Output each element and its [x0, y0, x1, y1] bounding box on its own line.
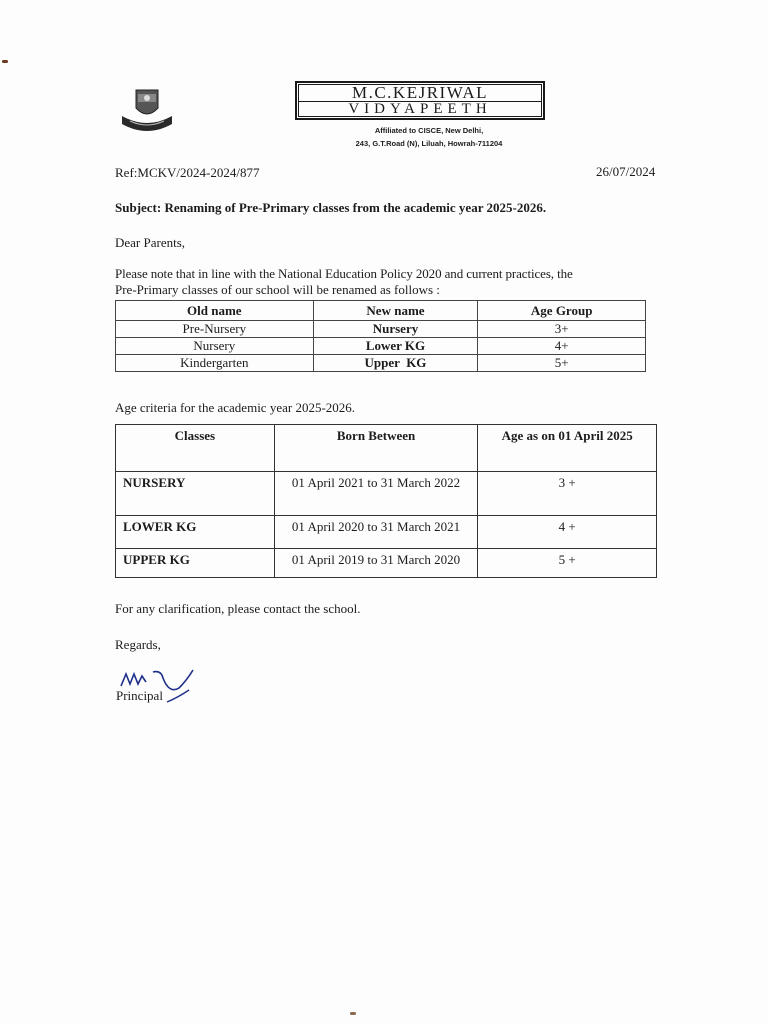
class-cell: LOWER KG: [116, 516, 275, 549]
header-old-name: Old name: [116, 301, 314, 321]
rename-table: [115, 300, 646, 372]
intro-line-1: Please note that in line with the National Education Policy 2020 and current practices, the: [115, 266, 573, 281]
affiliation-text: Affiliated to CISCE, New Delhi,: [374, 126, 484, 135]
header-classes: Classes: [116, 425, 275, 472]
header-age-group: Age Group: [478, 301, 646, 321]
regards: Regards,: [115, 637, 161, 652]
header-new-name: New name: [313, 301, 478, 321]
table-row: [116, 338, 646, 355]
born-between-cell: 01 April 2020 to 31 March 2021: [274, 516, 478, 549]
scan-mark: [350, 1012, 356, 1015]
class-cell: UPPER KG: [116, 549, 275, 578]
new-name-cell: Nursery: [313, 321, 478, 338]
intro-line-2: Pre-Primary classes of our school will be renamed as follows :: [115, 282, 440, 297]
age-table-header-row: [116, 425, 657, 472]
age-criteria-heading: Age criteria for the academic year 2025-2026.: [115, 400, 356, 415]
age-group-cell: 3+: [478, 321, 646, 338]
table-row: [116, 321, 646, 338]
school-name-line1: M.C.KEJRIWAL: [351, 83, 489, 102]
table-row: [116, 516, 657, 549]
closing-note: For any clarification, please contact the school.: [115, 601, 361, 616]
new-name-cell: Upper KG: [313, 355, 478, 372]
age-cell: 5 +: [478, 549, 657, 578]
header-born-between: Born Between: [274, 425, 478, 472]
table-row: [116, 472, 657, 516]
old-name-cell: Pre-Nursery: [116, 321, 314, 338]
salutation: Dear Parents,: [115, 235, 186, 250]
scan-mark: [2, 60, 8, 63]
subject-line: Subject: Renaming of Pre-Primary classes from the academic year 2025-2026.: [115, 200, 547, 215]
new-name-cell: Lower KG: [313, 338, 478, 355]
reference-number: Ref:MCKV/2024-2024/877: [115, 165, 260, 180]
old-name-cell: Kindergarten: [116, 355, 314, 372]
age-cell: 3 +: [478, 472, 657, 516]
age-criteria-table: [115, 424, 657, 578]
letter-date: 26/07/2024: [596, 164, 656, 179]
school-name-masthead: [295, 81, 545, 120]
table-row: [116, 549, 657, 578]
rename-table-header-row: [116, 301, 646, 321]
age-group-cell: 5+: [478, 355, 646, 372]
old-name-cell: Nursery: [116, 338, 314, 355]
born-between-cell: 01 April 2019 to 31 March 2020: [274, 549, 478, 578]
age-cell: 4 +: [478, 516, 657, 549]
born-between-cell: 01 April 2021 to 31 March 2022: [274, 472, 478, 516]
school-crest-logo: [118, 86, 176, 138]
school-name-line2: VIDYAPEETH: [348, 101, 492, 117]
school-address: 243, G.T.Road (N), Liluah, Howrah-711204: [355, 139, 503, 148]
signatory-title: Principal: [116, 688, 163, 703]
age-group-cell: 4+: [478, 338, 646, 355]
table-row: [116, 355, 646, 372]
class-cell: NURSERY: [116, 472, 275, 516]
header-age-as-on: Age as on 01 April 2025: [478, 425, 657, 472]
